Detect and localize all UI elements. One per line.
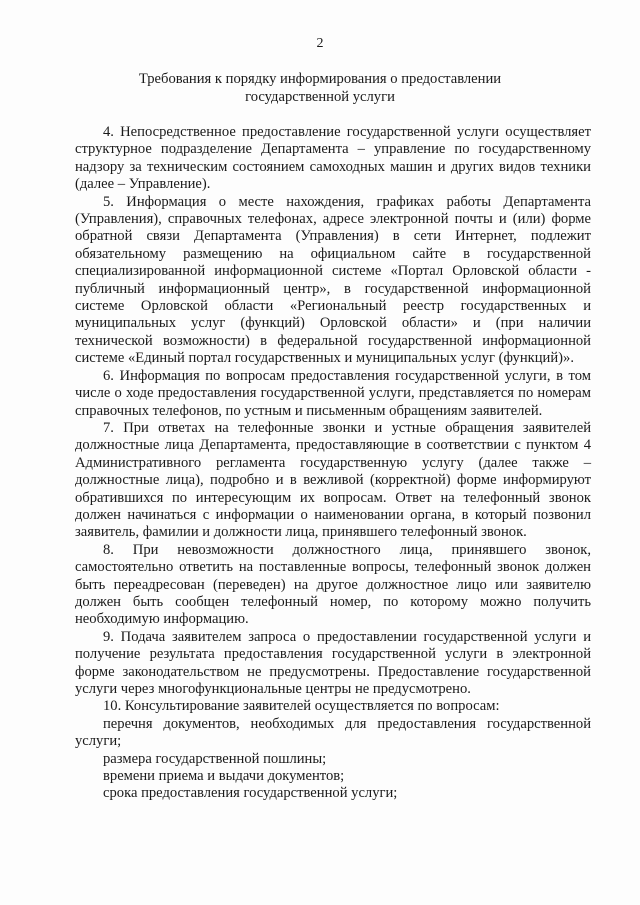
paragraph-4: 4. Непосредственное предоставление государственной услуги осуществляет структурное подразделение Департамента – управление по государственному надзору за техническим состоянием самоходных машин и других видов техники (далее – Управление). xyxy=(75,124,591,193)
section-heading-line-2: государственной услуги xyxy=(245,89,395,105)
list-item: размера государственной пошлины; xyxy=(103,750,327,767)
list-item: перечня документов, необходимых для предоставления государственной услуги; xyxy=(75,715,591,750)
section-heading xyxy=(0,70,640,106)
paragraph-7: 7. При ответах на телефонные звонки и устные обращения заявителей должностные лица Департамента, предоставляющие в соответствии с пунктом 4 Административного регламента государственную услугу (далее также – должностные лица), подробно и в вежливой (корректной) форме информируют обратившихся по интересующим их вопросам. Ответ на телефонный звонок должен начинаться с информации о наименовании органа, в который позвонил заявитель, фамилии и должности лица, принявшего телефонный звонок. xyxy=(75,419,591,541)
list-item: срока предоставления государственной услуги; xyxy=(103,785,398,802)
paragraph-8: 8. При невозможности должностного лица, принявшего звонок, самостоятельно ответить на поставленные вопросы, телефонный звонок должен быть переадресован (переведен) на другое должностное лицо или заявителю должен быть сообщен телефонный номер, по которому можно получить необходимую информацию. xyxy=(75,541,591,628)
paragraph-6: 6. Информация по вопросам предоставления государственной услуги, в том числе о ходе предоставления государственной услуги, представляется по номерам справочных телефонов, по устным и письменным обращениям заявителей. xyxy=(75,367,591,419)
document-body xyxy=(75,124,591,803)
list-item: времени приема и выдачи документов; xyxy=(103,768,345,785)
paragraph-5: 5. Информация о месте нахождения, графиках работы Департамента (Управления), справочных телефонах, адресе электронной почты и (или) форме обратной связи Департамента (Управления) в сети Интернет, подлежит обязательному размещению на официальном сайте в государственной специализированной информационной системе «Портал Орловской области - публичный информационный центр», в государственной информационной системе Орловской области «Региональный реестр государственных и муниципальных услуг (функций) Орловской области» и (при наличии технической возможности) в федеральной государственной информационной системе «Единый портал государственных и муниципальных услуг (функций)». xyxy=(75,193,591,367)
paragraph-9: 9. Подача заявителем запроса о предоставлении государственной услуги и получение результата предоставления государственной услуги в электронной форме законодательством не предусмотрены. Предоставление государственной услуги через многофункциональные центры не предусмотрено. xyxy=(75,628,591,697)
section-heading-line-1: Требования к порядку информирования о предоставлении xyxy=(138,71,502,87)
paragraph-10: 10. Консультирование заявителей осуществляется по вопросам: xyxy=(103,698,500,715)
page-number: 2 xyxy=(316,36,324,51)
